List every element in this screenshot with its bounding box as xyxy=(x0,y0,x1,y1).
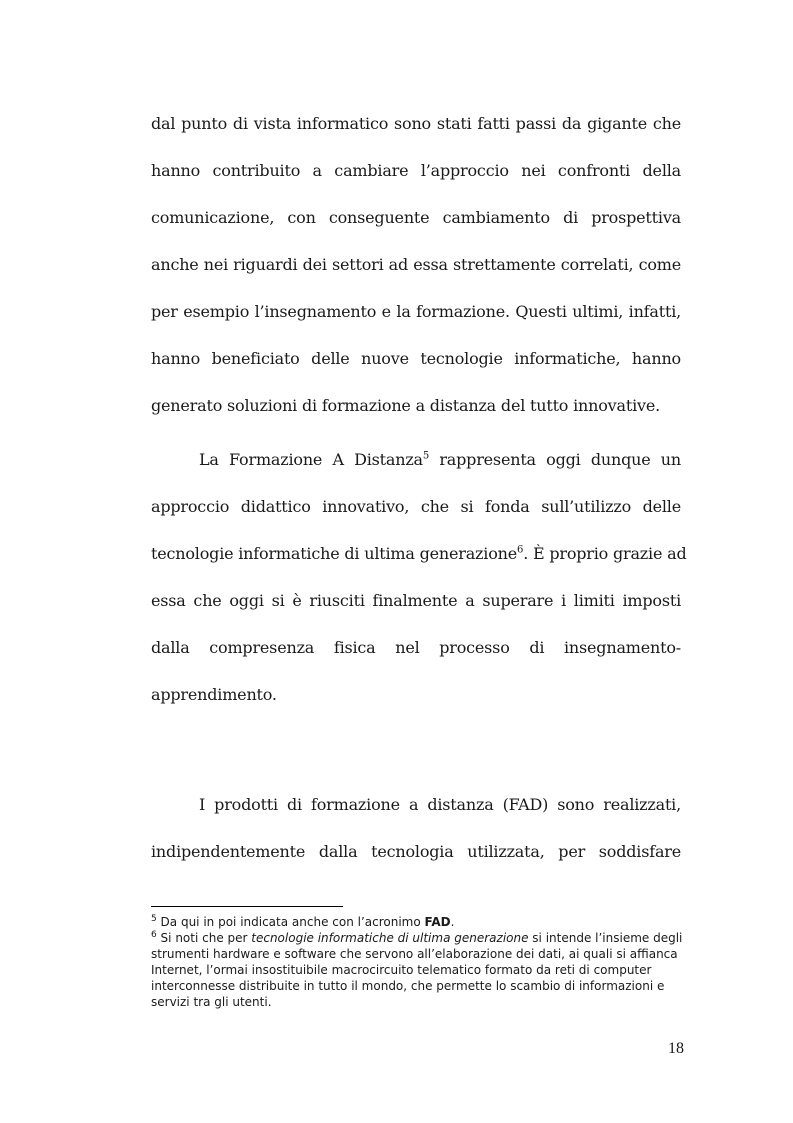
footnotes xyxy=(151,914,686,1010)
paragraph-2-line-5: dalla compresenza fisica nel processo di insegnamento- xyxy=(151,638,681,657)
paragraph-3-line-1: I prodotti di formazione a distanza (FAD) sono realizzati, xyxy=(199,795,681,814)
footnote-ref-6[interactable]: 6 xyxy=(517,544,524,556)
paragraph-2-line-4: essa che oggi si è riusciti finalmente a superare i limiti imposti xyxy=(151,591,681,610)
paragraph-1-line-4: anche nei riguardi dei settori ad essa strettamente correlati, come xyxy=(151,255,681,274)
footnote-acronym: FAD xyxy=(424,915,451,929)
paragraph-2-text: rappresenta oggi dunque un xyxy=(429,450,682,469)
footnote-text: Si noti che per xyxy=(156,931,252,945)
paragraph-1-line-2: hanno contribuito a cambiare l’approccio nei confronti della xyxy=(151,161,681,180)
page-number: 18 xyxy=(668,1040,684,1057)
paragraph-2-text: . È proprio grazie ad xyxy=(523,544,687,563)
paragraph-2-text: tecnologie informatiche di ultima generazione xyxy=(151,544,518,563)
paragraph-1-line-7: generato soluzioni di formazione a distanza del tutto innovative. xyxy=(151,396,661,415)
footnote-emphasis: tecnologie informatiche di ultima generazione xyxy=(251,931,529,945)
footnote-text: Da qui in poi indicata anche con l’acronimo xyxy=(156,915,425,929)
paragraph-1-line-5: per esempio l’insegnamento e la formazione. Questi ultimi, infatti, xyxy=(151,302,681,321)
footnote-text: . xyxy=(450,915,455,929)
footnote-5 xyxy=(151,914,686,930)
paragraph-3-line-2: indipendentemente dalla tecnologia utilizzata, per soddisfare xyxy=(151,842,681,861)
footnote-ref-5[interactable]: 5 xyxy=(422,450,430,462)
footnote-number: 6 xyxy=(151,930,157,940)
paragraph-2-line-3 xyxy=(151,543,687,565)
paragraph-2-text: La Formazione A Distanza xyxy=(199,450,423,469)
paragraph-1-line-6: hanno beneficiato delle nuove tecnologie informatiche, hanno xyxy=(151,349,681,368)
paragraph-1-line-1: dal punto di vista informatico sono stati fatti passi da gigante che xyxy=(151,114,681,133)
paragraph-1-line-3: comunicazione, con conseguente cambiamento di prospettiva xyxy=(151,208,681,227)
footnote-6 xyxy=(151,930,686,1010)
footnote-text: si intende l’insieme degli strumenti hardware e software che servono all’elaborazione dei dati, ai quali si affianca Internet, l’ormai insostituibile macrocircuito telematico formato da reti di computer interconnesse distribuite in tutto il mondo, che permette lo scambio di informazioni e servizi tra gli utenti. xyxy=(151,931,683,1009)
footnote-separator xyxy=(151,906,343,907)
footnote-number: 5 xyxy=(151,914,157,924)
paragraph-2-line-1 xyxy=(199,449,681,471)
paragraph-2-line-2: approccio didattico innovativo, che si fonda sull’utilizzo delle xyxy=(151,497,681,516)
paragraph-2-line-6: apprendimento. xyxy=(151,685,277,704)
